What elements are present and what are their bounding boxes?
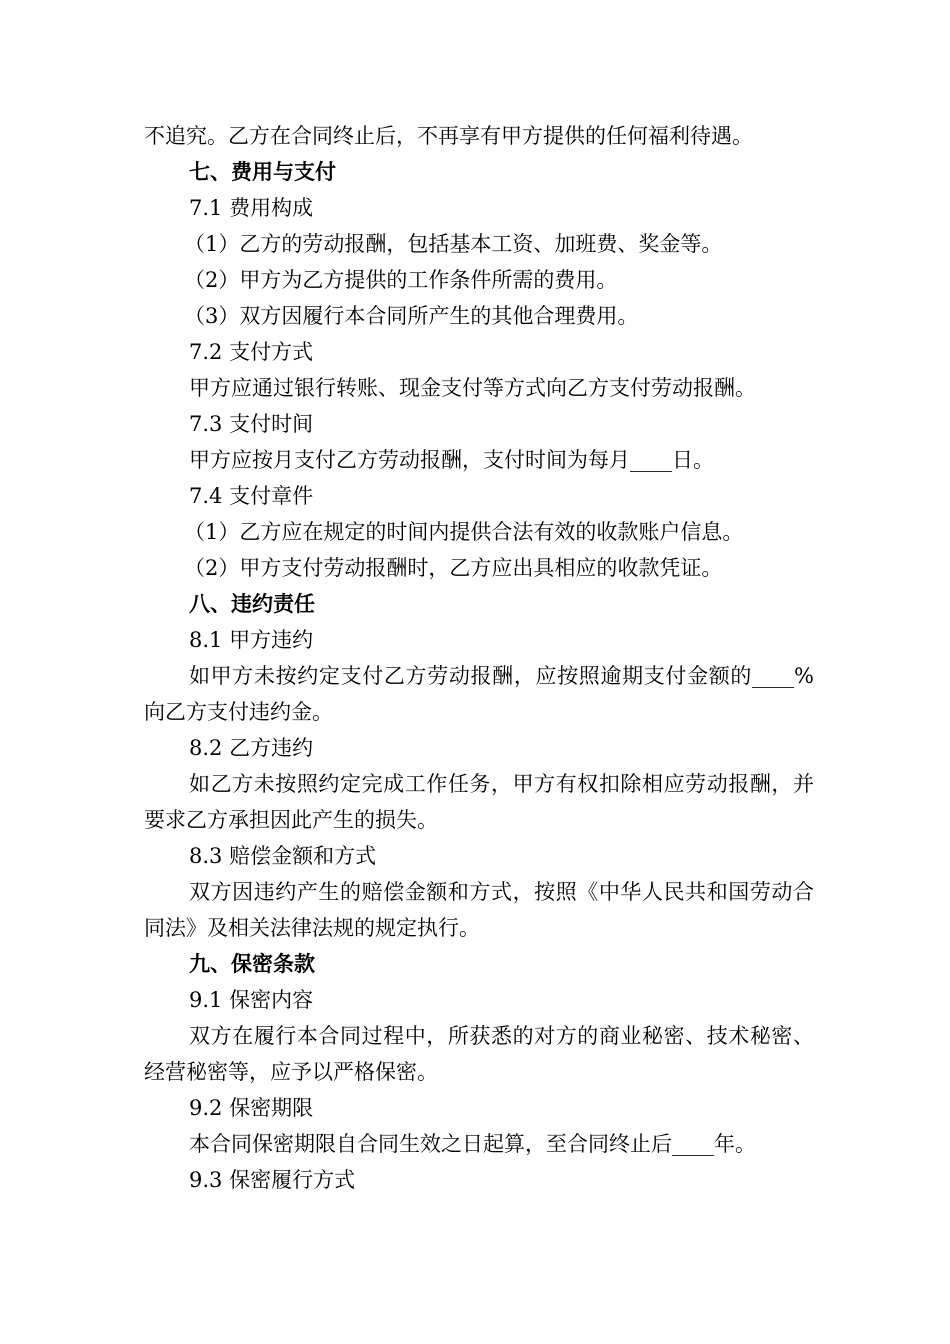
section-heading-liability: 八、违约责任: [189, 592, 315, 616]
clause-9-3-title: 9.3 保密履行方式: [189, 1168, 356, 1192]
document-body: [144, 118, 814, 1198]
clause-7-2-text: 甲方应通过银行转账、现金支付等方式向乙方支付劳动报酬。: [189, 376, 756, 400]
clause-8-1-title: 8.1 甲方违约: [189, 628, 314, 652]
clause-7-3-text: 甲方应按月支付乙方劳动报酬，支付时间为每月____日。: [189, 448, 714, 472]
section-heading-fees-payment: 七、费用与支付: [189, 160, 336, 184]
clause-7-4-title: 7.4 支付章件: [189, 484, 314, 508]
clause-8-2-text: 如乙方未按照约定完成工作任务，甲方有权扣除相应劳动报酬，并要求乙方承担因此产生的损失。: [144, 772, 814, 832]
paragraph-continuation: 不追究。乙方在合同终止后，不再享有甲方提供的任何福利待遇。: [144, 124, 753, 148]
clause-7-1-item-3: （3）双方因履行本合同所产生的其他合理费用。: [184, 304, 639, 328]
clause-7-4-item-1: （1）乙方应在规定的时间内提供合法有效的收款账户信息。: [184, 520, 744, 544]
clause-9-1-title: 9.1 保密内容: [189, 988, 314, 1012]
clause-8-2-title: 8.2 乙方违约: [189, 736, 314, 760]
clause-7-3-title: 7.3 支付时间: [189, 412, 314, 436]
clause-7-4-item-2: （2）甲方支付劳动报酬时，乙方应出具相应的收款凭证。: [184, 556, 723, 580]
clause-8-3-text: 双方因违约产生的赔偿金额和方式，按照《中华人民共和国劳动合同法》及相关法律法规的规定执行。: [144, 880, 814, 940]
clause-7-1-title: 7.1 费用构成: [189, 196, 314, 220]
clause-9-1-text: 双方在履行本合同过程中，所获悉的对方的商业秘密、技术秘密、经营秘密等，应予以严格保密。: [144, 1024, 814, 1084]
clause-7-2-title: 7.2 支付方式: [189, 340, 314, 364]
clause-7-1-item-1: （1）乙方的劳动报酬，包括基本工资、加班费、奖金等。: [184, 232, 723, 256]
clause-7-1-item-2: （2）甲方为乙方提供的工作条件所需的费用。: [184, 268, 618, 292]
clause-9-2-title: 9.2 保密期限: [189, 1096, 314, 1120]
clause-8-1-text: 如甲方未按约定支付乙方劳动报酬，应按照逾期支付金额的____%向乙方支付违约金。: [144, 664, 814, 724]
clause-9-2-text: 本合同保密期限自合同生效之日起算，至合同终止后____年。: [189, 1132, 756, 1156]
clause-8-3-title: 8.3 赔偿金额和方式: [189, 844, 377, 868]
section-heading-confidentiality: 九、保密条款: [189, 952, 315, 976]
